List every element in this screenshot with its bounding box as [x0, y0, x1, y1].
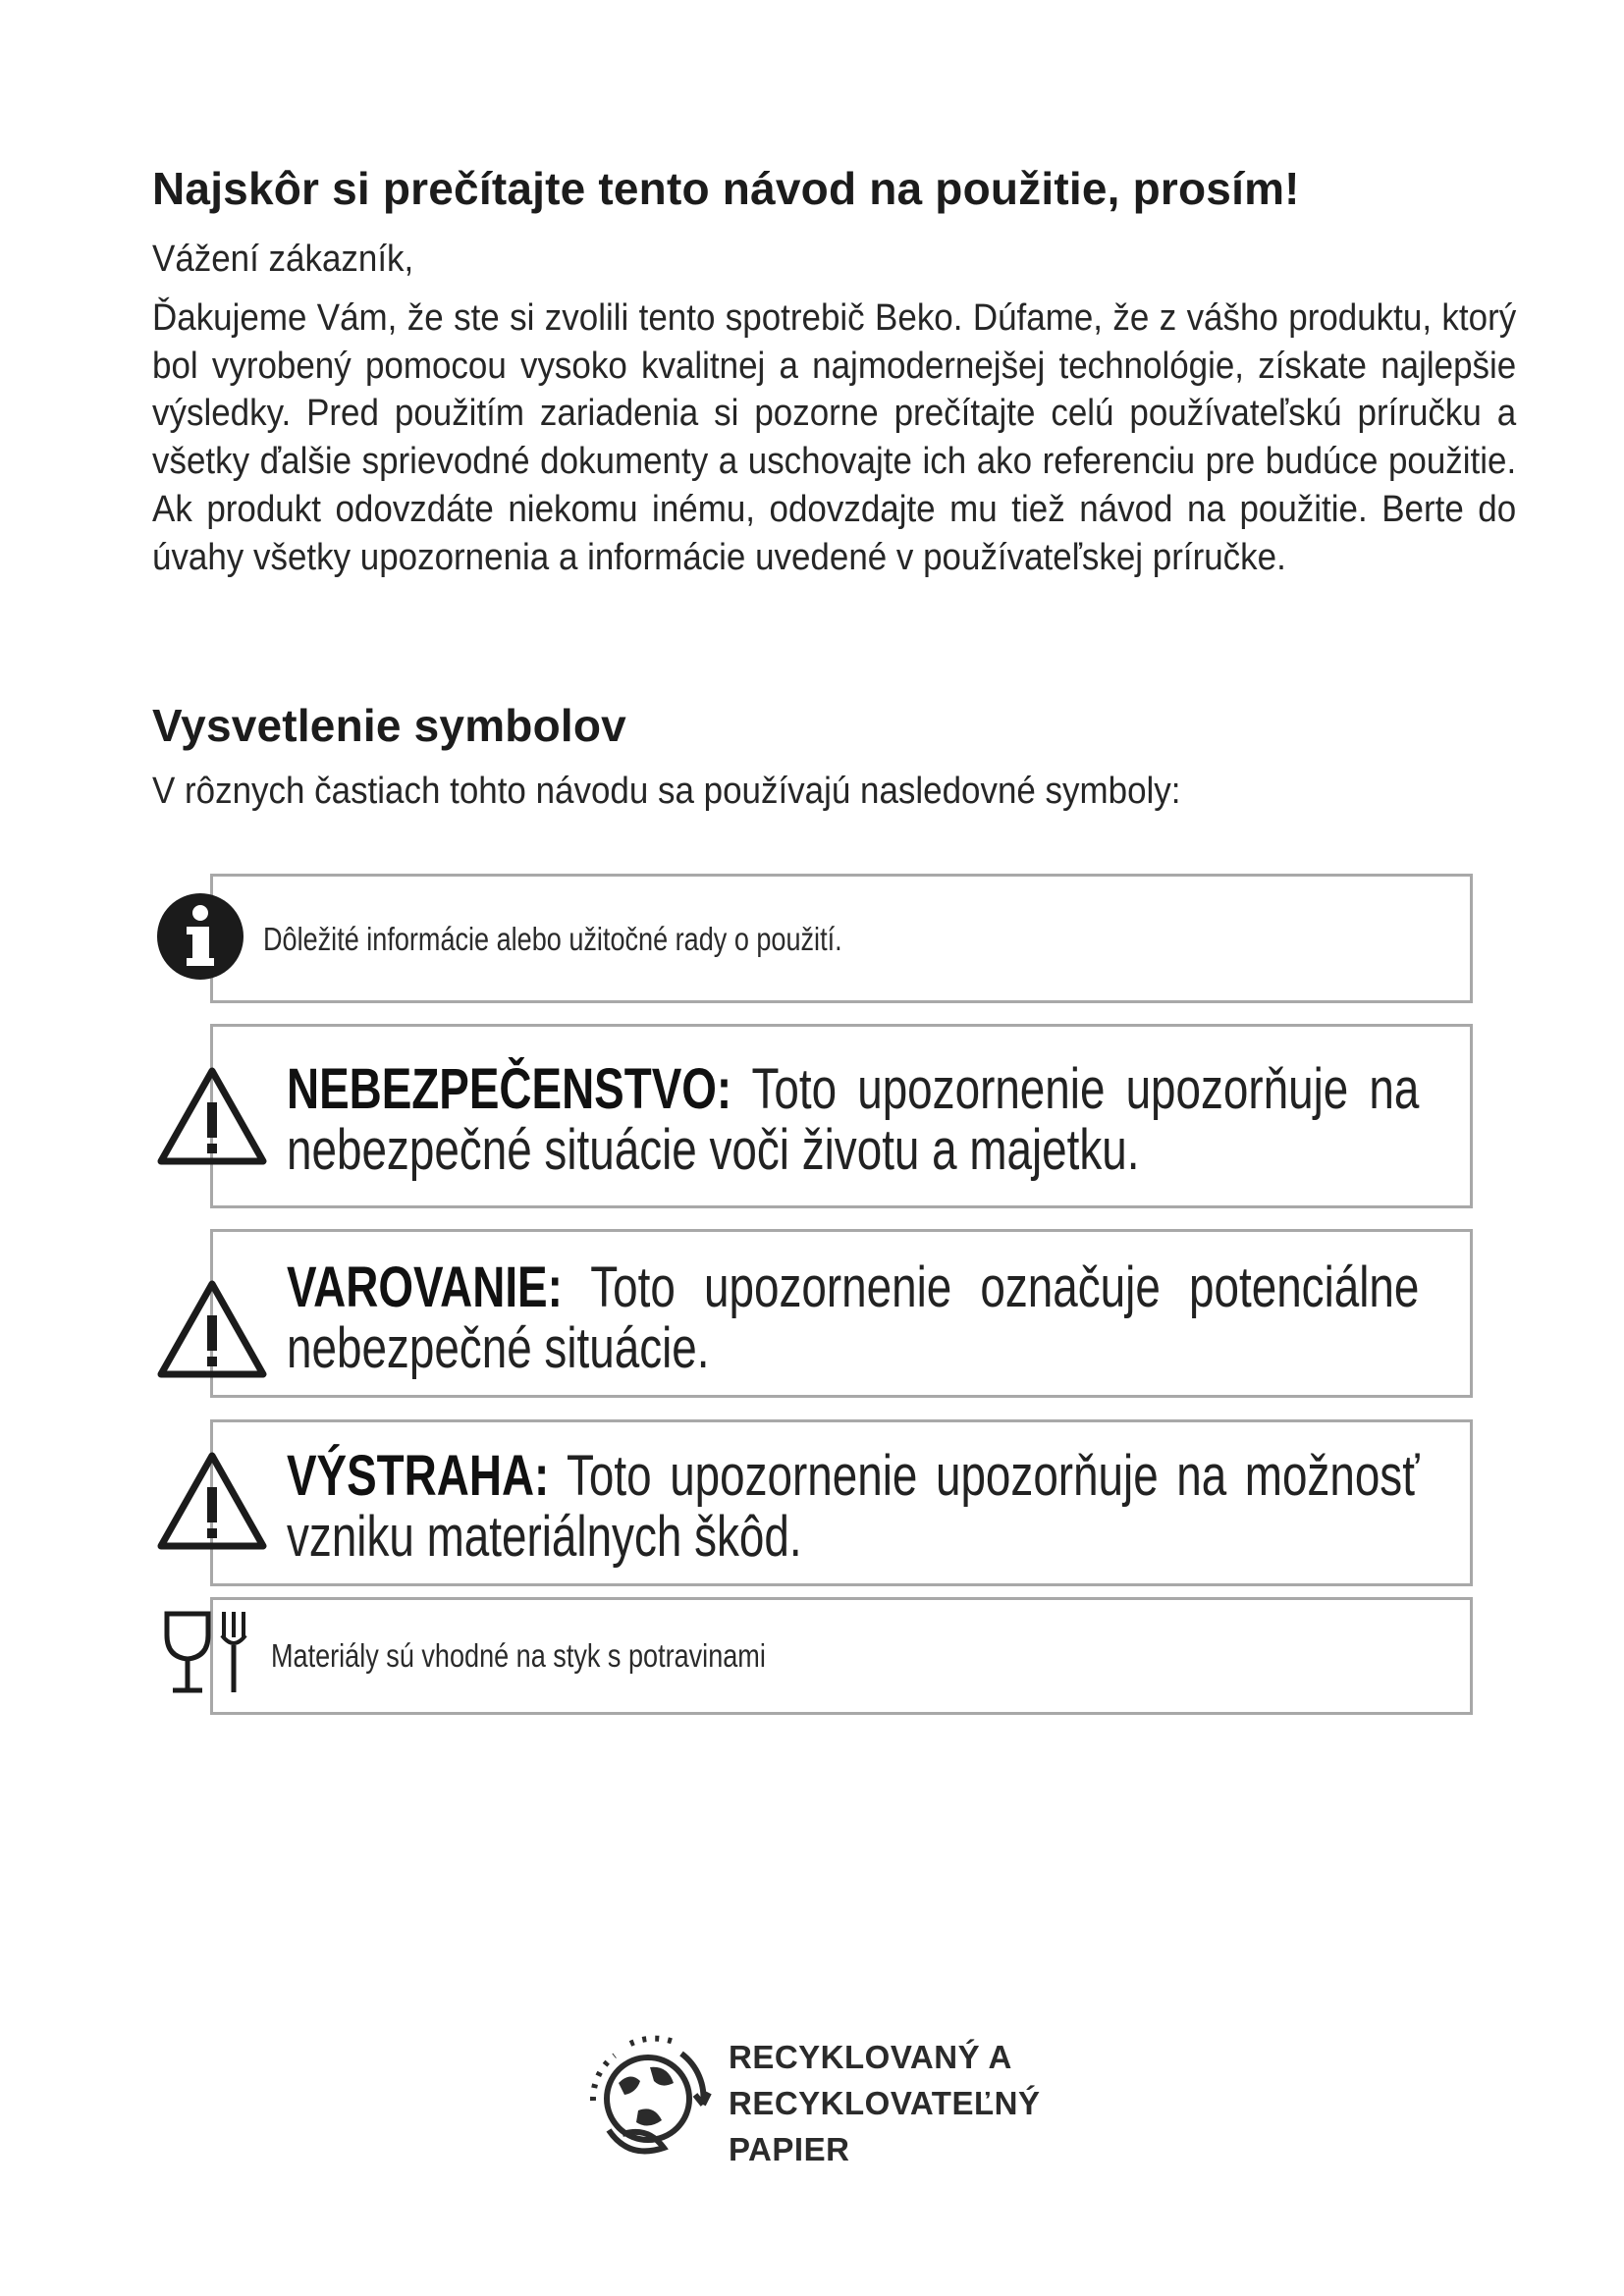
logo-line-3: PAPIER	[729, 2131, 850, 2167]
logo-line-2: RECYKLOVATEĽNÝ	[729, 2085, 1041, 2121]
symbols-lead: V rôznych častiach tohto návodu sa používajú nasledovné symboly:	[152, 771, 1181, 812]
intro-paragraph: Ďakujeme Vám, že ste si zvolili tento spotrebič Beko. Dúfame, že z vášho produktu, ktorý bol vyrobený pomocou vysoko kvalitnej a najmodernejšej technológie, získate najlepšie výsledky. Pred použitím zariadenia si pozorne prečítajte celú používateľskú príručku a všetky ďalšie sprievodné dokumenty a uschovajte ich ako referenciu pre budúce použitie. Ak produkt odovzdáte niekomu inému, odovzdajte mu tiež návod na použitie. Berte do úvahy všetky upozornenia a informácie uvedené v používateľskej príručke.	[152, 297, 1517, 578]
symbols-title: Vysvetlenie symbolov	[152, 700, 626, 751]
info-text: Dôležité informácie alebo užitočné rady o použití.	[263, 921, 842, 957]
greeting: Vážení zákazník,	[152, 239, 414, 280]
caution-description: Toto upozornenie upozorňuje na možnosť vzniku materiálnych škôd.	[287, 1444, 1420, 1569]
page-title: Najskôr si prečítajte tento návod na použitie, prosím!	[152, 163, 1300, 214]
logo-line-1: RECYKLOVANÝ A	[729, 2039, 1012, 2075]
danger-label: NEBEZPEČENSTVO:	[287, 1057, 732, 1121]
warning-triangle-icon	[155, 1450, 269, 1552]
recycled-globe-icon	[579, 2032, 717, 2169]
caution-label: VÝSTRAHA:	[287, 1444, 550, 1508]
food-contact-icon	[163, 1608, 257, 1698]
info-icon	[155, 891, 245, 982]
caution-text	[287, 1446, 1419, 1568]
warning-triangle-icon	[155, 1065, 269, 1167]
food-text: Materiály sú vhodné na styk s potravinami	[271, 1637, 766, 1674]
warning-label: VAROVANIE:	[287, 1255, 563, 1319]
warning-description: Toto upozornenie označuje potenciálne nebezpečné situácie.	[287, 1255, 1420, 1380]
warning-text	[287, 1257, 1419, 1379]
warning-triangle-icon	[155, 1278, 269, 1380]
danger-text	[287, 1059, 1419, 1181]
danger-description: Toto upozornenie upozorňuje na nebezpečné situácie voči životu a majetku.	[287, 1057, 1420, 1182]
